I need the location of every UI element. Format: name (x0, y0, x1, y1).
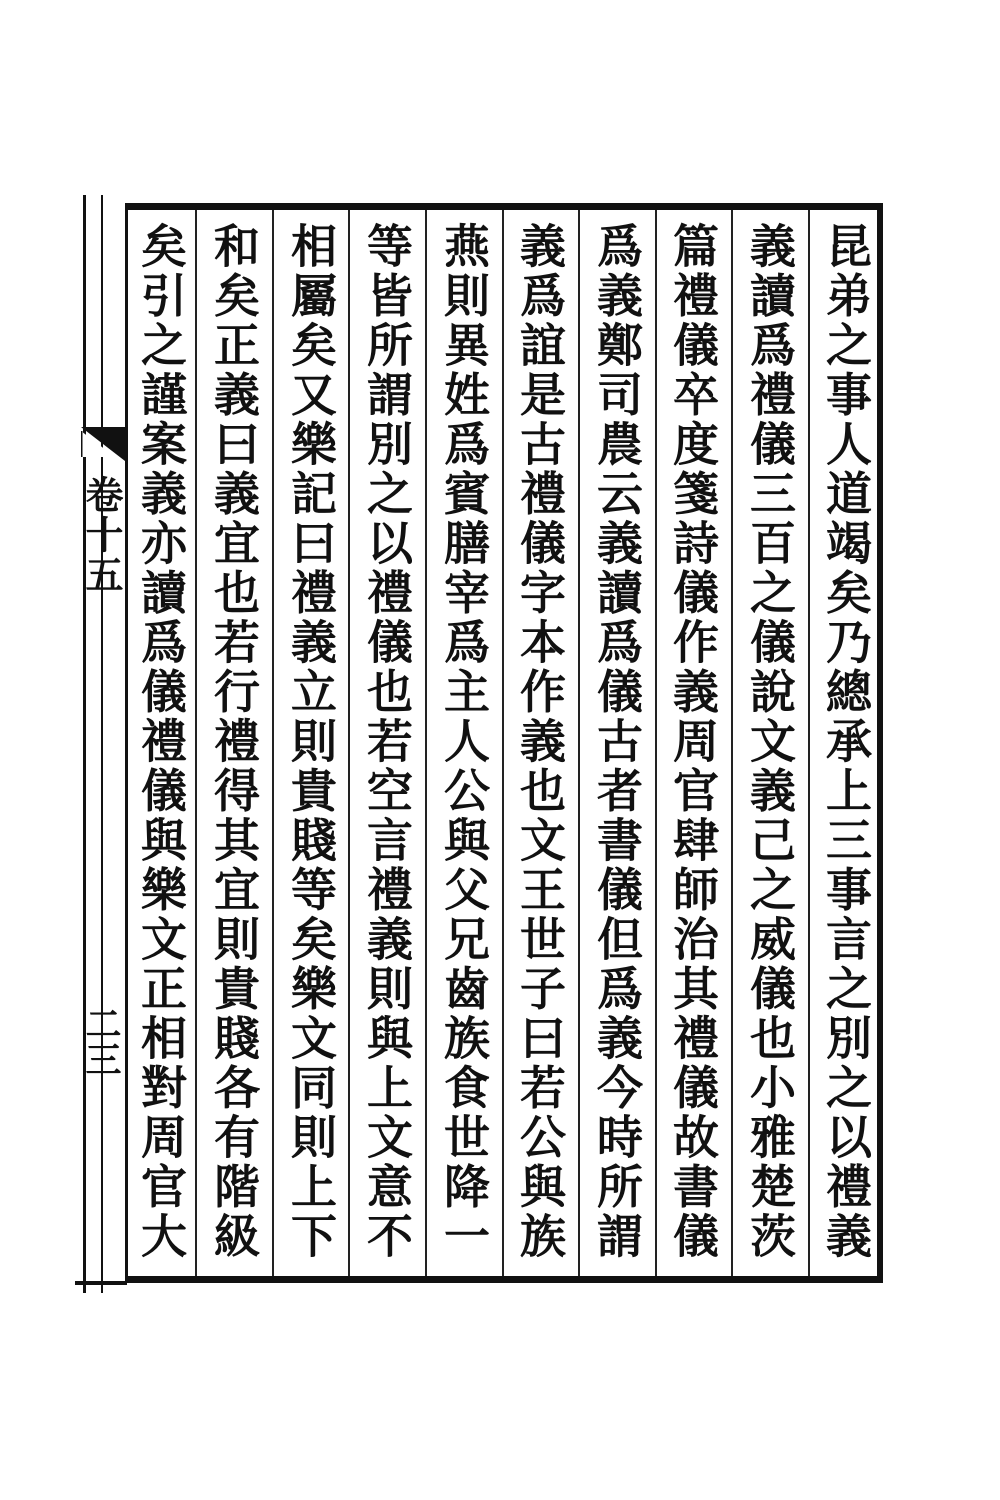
column-rule (808, 210, 810, 1276)
text-column: 矣引之謹案義亦讀爲儀禮儀與樂文正相對周官大 (134, 222, 188, 1262)
margin-rule (83, 195, 86, 1293)
page-margin-column (75, 195, 127, 1293)
text-column: 等皆所謂別之以禮儀也若空言禮義則與上文意不 (360, 222, 414, 1262)
column-rule (195, 210, 197, 1276)
column-rule (655, 210, 657, 1276)
page-number: 二三 (80, 1005, 122, 1077)
column-rule (578, 210, 580, 1276)
text-column: 昆弟之事人道竭矣乃總承上三事言之別之以禮義 (819, 222, 873, 1262)
column-rule (348, 210, 350, 1276)
column-rule (425, 210, 427, 1276)
text-column: 相屬矣又樂記曰禮義立則貴賤等矣樂文同則上下 (284, 222, 338, 1262)
text-column: 和矣正義曰義宜也若行禮得其宜則貴賤各有階級 (207, 222, 261, 1262)
text-column: 篇禮儀卒度箋詩儀作義周官肆師治其禮儀故書儀 (666, 222, 720, 1262)
volume-title: 卷十五 (79, 475, 124, 595)
text-column: 爲義鄭司農云義讀爲儀古者書儀但爲義今時所謂 (590, 222, 644, 1262)
column-rule (502, 210, 504, 1276)
text-column: 義讀爲禮儀三百之儀說文義己之威儀也小雅楚茨 (743, 222, 797, 1262)
column-rule (731, 210, 733, 1276)
text-column: 燕則異姓爲賓膳宰爲主人公與父兄齒族食世降一 (437, 222, 491, 1262)
fishtail-mark-icon (81, 427, 125, 461)
margin-rule (101, 195, 103, 1293)
column-rule (272, 210, 274, 1276)
margin-rule (75, 1281, 127, 1285)
text-column: 義爲誼是古禮儀字本作義也文王世子曰若公與族 (513, 222, 567, 1262)
